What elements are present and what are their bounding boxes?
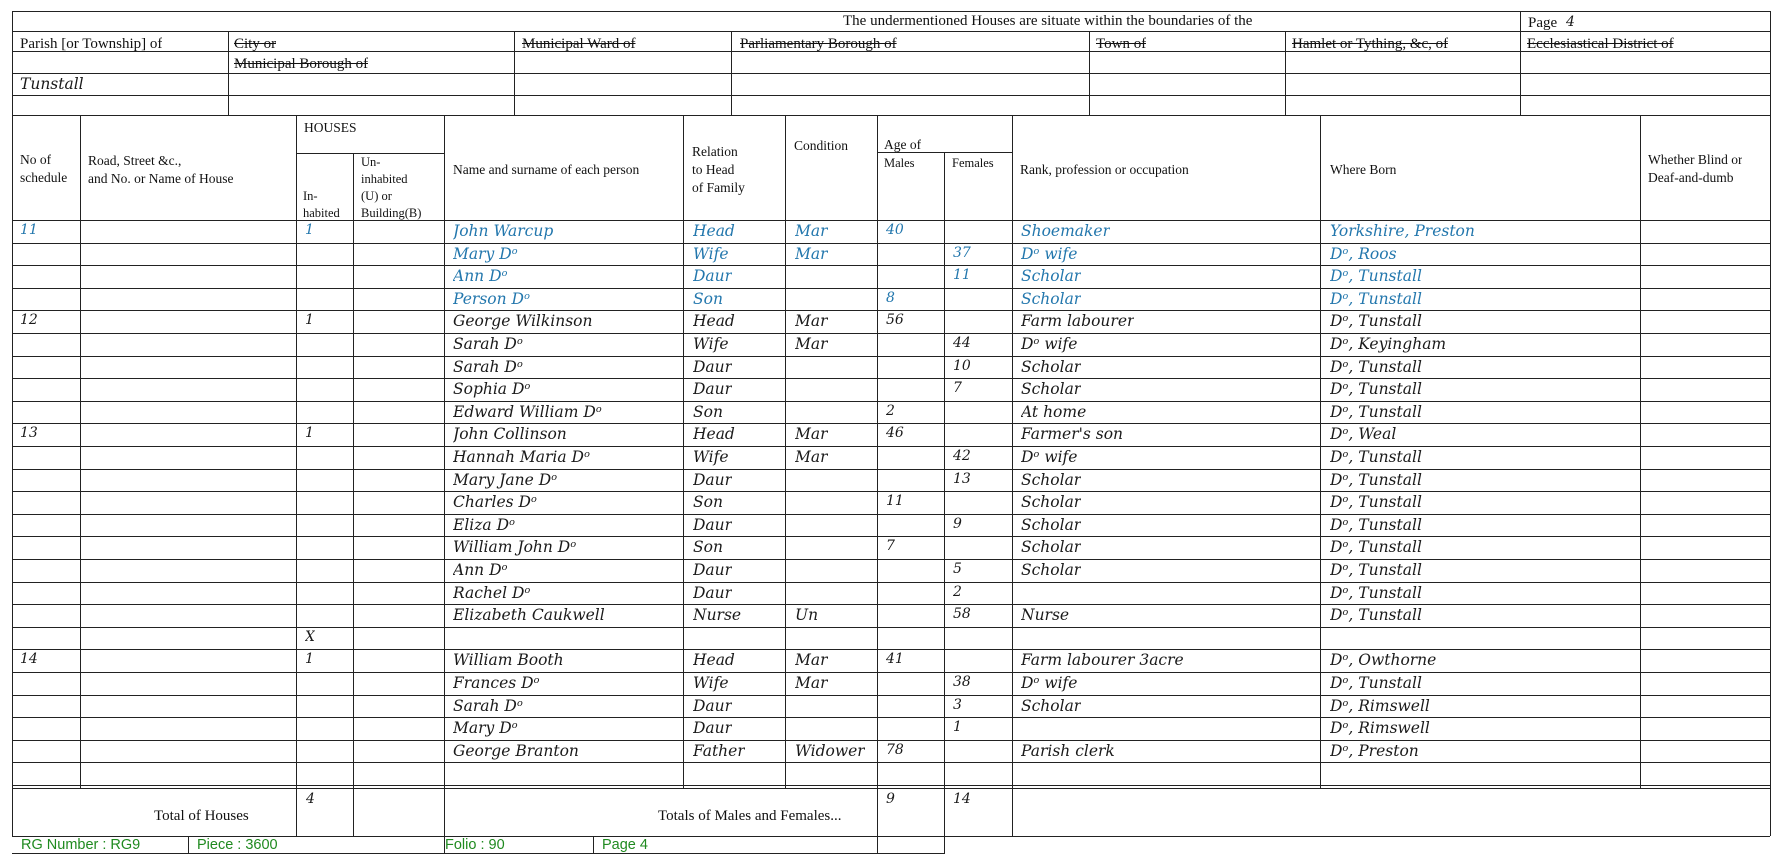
occupation-cell: Dᵒ wife [1021,674,1078,692]
rule [877,115,878,853]
occupation-cell: Shoemaker [1021,222,1111,240]
where-born-cell: Dᵒ, Tunstall [1330,674,1422,692]
relation-cell: Daur [693,697,733,715]
col-relation-line3: of Family [692,180,745,195]
municipal-ward-label: Municipal Ward of [522,36,636,52]
inhabited-cell: 1 [305,222,314,238]
rule [1640,115,1641,788]
ecclesiastical-district-label: Ecclesiastical District of [1527,36,1674,52]
rule [785,115,786,788]
condition-cell: Mar [795,448,828,466]
row-rule [12,627,1770,628]
females-cell: 38 [953,674,971,690]
rule [12,11,13,837]
name-cell: Rachel Dᵒ [453,584,531,602]
row-rule [12,491,1770,492]
males-cell: 11 [886,493,904,509]
rule [80,115,81,788]
occupation-cell: Parish clerk [1021,742,1115,760]
females-cell: 9 [953,516,962,532]
where-born-cell: Dᵒ, Tunstall [1330,267,1422,285]
relation-cell: Head [693,425,735,443]
col-relation-line2: to Head [692,162,735,177]
relation-cell: Wife [693,335,729,353]
where-born-cell: Dᵒ, Preston [1330,742,1419,760]
condition-cell: Mar [795,425,828,443]
where-born-cell: Dᵒ, Roos [1330,245,1397,263]
schedule-cell: 12 [20,312,38,328]
name-cell: Mary Dᵒ [453,245,518,263]
where-born-cell: Dᵒ, Tunstall [1330,312,1422,330]
footer-page: Page 4 [602,837,648,853]
occupation-cell: Scholar [1021,471,1082,489]
rule [12,11,1770,12]
col-houses: HOUSES [304,120,357,135]
condition-cell: Mar [795,222,828,240]
rule [12,788,1770,789]
rule [1320,115,1321,788]
municipal-borough-label: Municipal Borough of [234,56,369,72]
relation-cell: Nurse [693,606,742,624]
row-rule [12,672,1770,673]
condition-cell: Mar [795,335,828,353]
row-rule [12,717,1770,718]
row-rule [12,559,1770,560]
name-cell: William Booth [453,651,564,669]
inhabited-cell: X [305,629,315,645]
parliamentary-borough-label: Parliamentary Borough of [740,36,897,52]
rule [12,31,1770,32]
relation-cell: Wife [693,674,729,692]
males-cell: 56 [886,312,904,328]
row-rule [12,740,1770,741]
males-cell: 7 [886,538,895,554]
where-born-cell: Dᵒ, Tunstall [1330,584,1422,602]
name-cell: William John Dᵒ [453,538,577,556]
rule [296,115,297,836]
occupation-cell: Scholar [1021,561,1082,579]
males-cell: 2 [886,403,895,419]
where-born-cell: Dᵒ, Tunstall [1330,561,1422,579]
occupation-cell: Scholar [1021,290,1082,308]
where-born-cell: Dᵒ, Rimswell [1330,697,1430,715]
rule [1285,31,1286,115]
where-born-cell: Dᵒ, Tunstall [1330,403,1422,421]
rule [1089,31,1090,115]
name-cell: Frances Dᵒ [453,674,540,692]
row-rule [12,310,1770,311]
rule [12,853,945,854]
row-rule [12,695,1770,696]
row-rule [12,378,1770,379]
rule [1770,11,1771,836]
females-cell: 44 [953,335,971,351]
where-born-cell: Dᵒ, Tunstall [1330,380,1422,398]
col-condition: Condition [794,138,849,153]
where-born-cell: Dᵒ, Tunstall [1330,471,1422,489]
occupation-cell: Nurse [1021,606,1070,624]
relation-cell: Daur [693,561,733,579]
col-inhabited-line1: In- [303,189,318,203]
males-cell: 40 [886,222,904,238]
relation-cell: Wife [693,245,729,263]
rule [444,115,445,853]
rule [1012,115,1013,836]
relation-cell: Head [693,651,735,669]
relation-cell: Son [693,290,723,308]
males-cell: 41 [886,651,904,667]
col-road-line2: and No. or Name of House [88,171,234,186]
relation-cell: Son [693,538,723,556]
rule [944,152,945,836]
females-cell: 42 [953,448,971,464]
name-cell: John Collinson [453,425,567,443]
inhabited-cell: 1 [305,425,314,441]
schedule-cell: 11 [20,222,38,238]
rule [514,31,515,115]
relation-cell: Son [693,493,723,511]
col-where-born: Where Born [1330,162,1397,177]
name-cell: Ann Dᵒ [453,561,508,579]
females-cell: 13 [953,471,971,487]
condition-cell: Mar [795,312,828,330]
col-schedule-line2: schedule [20,170,68,185]
col-uninhabited-line1: Un- [361,155,381,169]
row-rule [12,469,1770,470]
occupation-cell: At home [1021,403,1087,421]
name-cell: Sarah Dᵒ [453,358,523,376]
col-inhabited-line2: habited [303,206,340,220]
schedule-cell: 13 [20,425,38,441]
females-cell: 2 [953,584,962,600]
rule [188,836,189,853]
relation-cell: Wife [693,448,729,466]
name-cell: Elizabeth Caukwell [453,606,605,624]
col-blind-line1: Whether Blind or [1648,152,1743,167]
males-cell: 46 [886,425,904,441]
row-rule [12,356,1770,357]
rule [228,31,229,115]
where-born-cell: Yorkshire, Preston [1330,222,1475,240]
rule [944,836,945,853]
occupation-cell: Dᵒ wife [1021,448,1078,466]
relation-cell: Daur [693,380,733,398]
condition-cell: Mar [795,245,828,263]
row-rule [12,265,1770,266]
row-rule [12,536,1770,537]
rule [1520,11,1521,31]
col-road-line1: Road, Street &c., [88,153,182,168]
rule [12,115,1770,116]
col-occupation: Rank, profession or occupation [1020,162,1189,177]
row-rule [12,582,1770,583]
row-rule [12,514,1770,515]
occupation-cell: Scholar [1021,380,1082,398]
row-rule [12,446,1770,447]
relation-cell: Head [693,312,735,330]
hamlet-label: Hamlet or Tything, &c, of [1292,36,1449,52]
folio-number: Folio : 90 [445,837,505,853]
occupation-cell: Scholar [1021,493,1082,511]
where-born-cell: Dᵒ, Tunstall [1330,516,1422,534]
relation-cell: Daur [693,584,733,602]
where-born-cell: Dᵒ, Tunstall [1330,538,1422,556]
boundaries-text: The undermentioned Houses are situate within the boundaries of the [843,13,1253,29]
row-rule [12,423,1770,424]
inhabited-cell: 1 [305,651,314,667]
col-relation-line1: Relation [692,144,738,159]
occupation-cell: Farm labourer 3acre [1021,651,1184,669]
name-cell: Eliza Dᵒ [453,516,515,534]
name-cell: Edward William Dᵒ [453,403,602,421]
col-schedule-line1: No of [20,152,52,167]
females-cell: 3 [953,697,962,713]
name-cell: Sarah Dᵒ [453,335,523,353]
name-cell: Charles Dᵒ [453,493,537,511]
relation-cell: Daur [693,719,733,737]
total-males: 9 [886,791,895,807]
occupation-cell: Scholar [1021,697,1082,715]
where-born-cell: Dᵒ, Tunstall [1330,448,1422,466]
name-cell: George Branton [453,742,579,760]
females-cell: 10 [953,358,971,374]
rule [683,115,684,788]
females-cell: 5 [953,561,962,577]
relation-cell: Daur [693,358,733,376]
occupation-cell: Scholar [1021,538,1082,556]
rule [353,153,354,836]
females-cell: 11 [953,267,971,283]
col-name: Name and surname of each person [453,162,640,177]
rg-number: RG Number : RG9 [21,837,141,853]
town-label: Town of [1096,36,1147,52]
where-born-cell: Dᵒ, Tunstall [1330,358,1422,376]
where-born-cell: Dᵒ, Tunstall [1330,606,1422,624]
females-cell: 58 [953,606,971,622]
females-cell: 7 [953,380,962,396]
name-cell: Sophia Dᵒ [453,380,531,398]
rule [12,220,1770,221]
total-houses-label: Total of Houses [154,808,249,824]
row-rule [12,604,1770,605]
parish-label: Parish [or Township] of [20,36,163,52]
rule [731,31,732,115]
name-cell: George Wilkinson [453,312,593,330]
city-label: City or [234,36,277,52]
females-cell: 1 [953,719,962,735]
parish-value: Tunstall [20,75,84,93]
col-age-of: Age of [884,137,922,152]
where-born-cell: Dᵒ, Tunstall [1330,290,1422,308]
row-rule [12,243,1770,244]
name-cell: Person Dᵒ [453,290,530,308]
name-cell: John Warcup [453,222,554,240]
occupation-cell: Farm labourer [1021,312,1135,330]
col-uninhabited-line2: inhabited [361,172,408,186]
col-uninhabited-line3: (U) or [361,189,392,203]
rule [593,836,594,853]
row-rule [12,762,1770,763]
inhabited-cell: 1 [305,312,314,328]
occupation-cell: Dᵒ wife [1021,245,1078,263]
males-cell: 8 [886,290,895,306]
males-cell: 78 [886,742,904,758]
total-houses-value: 4 [306,791,315,807]
condition-cell: Un [795,606,819,624]
rule [1520,31,1521,115]
relation-cell: Daur [693,267,733,285]
col-uninhabited-line4: Building(B) [361,206,422,220]
col-males: Males [884,156,915,170]
row-rule [12,288,1770,289]
piece-number: Piece : 3600 [197,837,278,853]
rule [12,73,1770,74]
occupation-cell: Farmer's son [1021,425,1124,443]
col-females: Females [952,156,994,170]
row-rule [12,785,1770,786]
where-born-cell: Dᵒ, Rimswell [1330,719,1430,737]
schedule-cell: 14 [20,651,38,667]
name-cell: Ann Dᵒ [453,267,508,285]
row-rule [12,333,1770,334]
name-cell: Sarah Dᵒ [453,697,523,715]
name-cell: Hannah Maria Dᵒ [453,448,590,466]
name-cell: Mary Dᵒ [453,719,518,737]
condition-cell: Mar [795,651,828,669]
name-cell: Mary Jane Dᵒ [453,471,558,489]
rule [12,95,1770,96]
relation-cell: Daur [693,471,733,489]
relation-cell: Head [693,222,735,240]
occupation-cell: Scholar [1021,358,1082,376]
relation-cell: Father [693,742,745,760]
condition-cell: Mar [795,674,828,692]
where-born-cell: Dᵒ, Weal [1330,425,1397,443]
where-born-cell: Dᵒ, Owthorne [1330,651,1437,669]
relation-cell: Daur [693,516,733,534]
col-blind-line2: Deaf-and-dumb [1648,170,1734,185]
occupation-cell: Dᵒ wife [1021,335,1078,353]
occupation-cell: Scholar [1021,516,1082,534]
row-rule [12,649,1770,650]
row-rule [12,401,1770,402]
page-label: Page [1528,15,1558,31]
page-number: 4 [1566,14,1575,30]
total-females: 14 [953,791,971,807]
condition-cell: Widower [795,742,865,760]
occupation-cell: Scholar [1021,267,1082,285]
totals-males-females-label: Totals of Males and Females... [658,808,842,824]
where-born-cell: Dᵒ, Keyingham [1330,335,1447,353]
females-cell: 37 [953,245,971,261]
relation-cell: Son [693,403,723,421]
where-born-cell: Dᵒ, Tunstall [1330,493,1422,511]
